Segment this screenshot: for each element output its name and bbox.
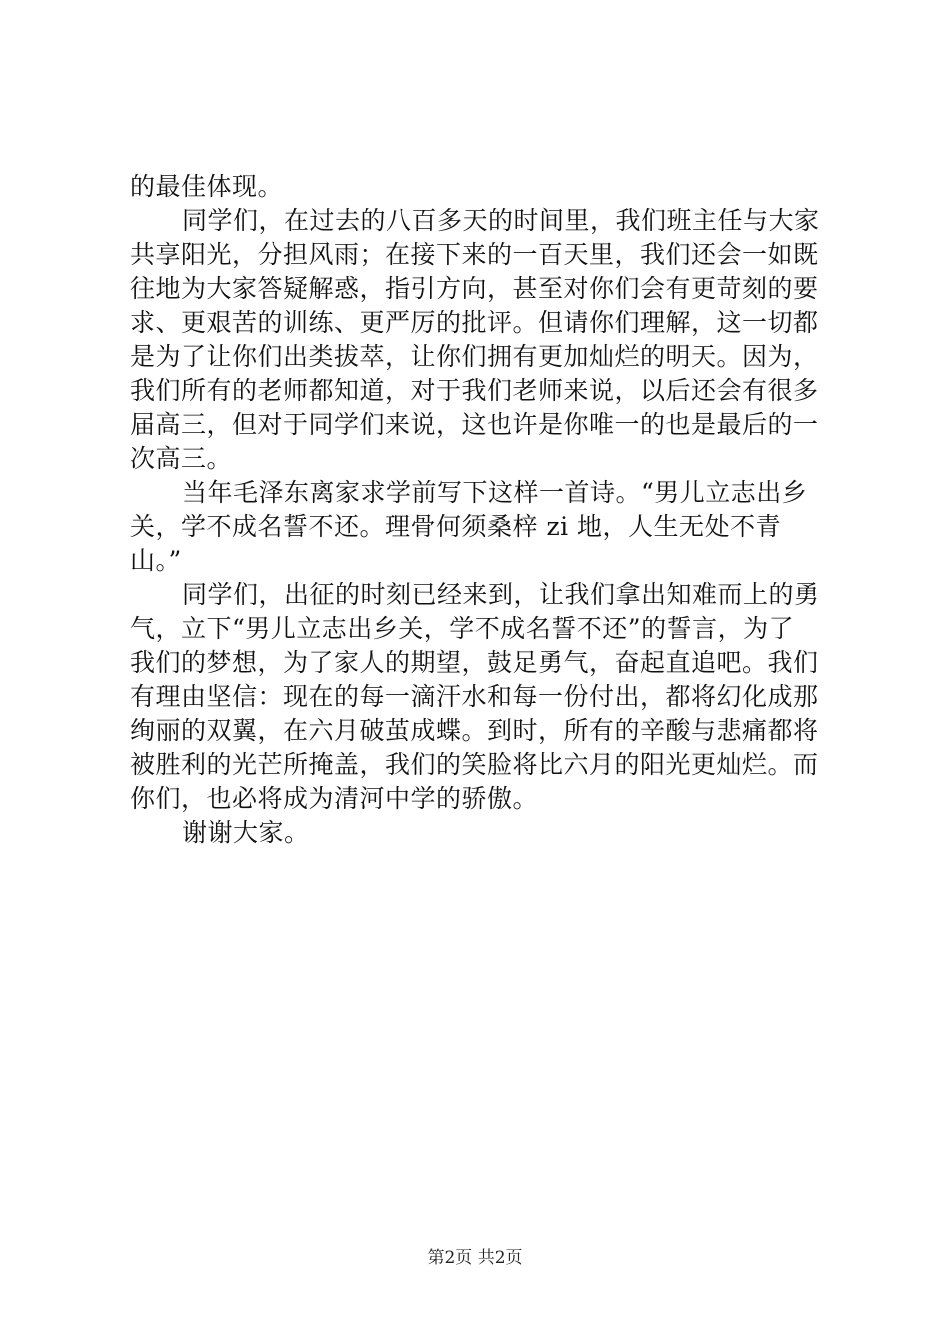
- text-line: 我们所有的老师都知道，对于我们老师来说，以后还会有很多: [130, 376, 819, 405]
- text-line: 我们的梦想，为了家人的期望，鼓足勇气，奋起直追吧。我们: [130, 648, 819, 677]
- text-line: 求、更艰苦的训练、更严厉的批评。但请你们理解，这一切都: [130, 308, 819, 337]
- text-line: 同学们，出征的时刻已经来到，让我们拿出知难而上的勇: [182, 580, 820, 609]
- text-line: 绚丽的双翼，在六月破茧成蝶。到时，所有的辛酸与悲痛都将: [130, 716, 819, 745]
- text-line: 谢谢大家。: [182, 818, 310, 847]
- text-line: 当年毛泽东离家求学前写下这样一首诗。“男儿立志出乡: [182, 478, 808, 507]
- text-line: 次高三。: [130, 444, 233, 473]
- text-line: 有理由坚信：现在的每一滴汗水和每一份付出，都将幻化成那: [130, 682, 819, 711]
- text-line: 关，学不成名誓不还。理骨何须桑梓 zi 地，人生无处不青: [130, 512, 782, 541]
- text-line: 届高三，但对于同学们来说，这也许是你唯一的也是最后的一: [130, 410, 819, 439]
- text-line: 山。”: [130, 546, 182, 575]
- text-line: 你们，也必将成为清河中学的骄傲。: [130, 784, 539, 813]
- text-line: 同学们，在过去的八百多天的时间里，我们班主任与大家: [182, 206, 820, 235]
- text-line: 气，立下“男儿立志出乡关，学不成名誓不还”的誓言，为了: [130, 614, 795, 643]
- text-line: 是为了让你们出类拔萃，让你们拥有更加灿烂的明天。因为，: [130, 342, 819, 371]
- text-line: 往地为大家答疑解惑，指引方向，甚至对你们会有更苛刻的要: [130, 274, 819, 303]
- document-body: [130, 170, 830, 850]
- page-footer: 第2页 共2页: [427, 1248, 523, 1268]
- text-line: 的最佳体现。: [130, 172, 284, 201]
- text-line: 共享阳光，分担风雨；在接下来的一百天里，我们还会一如既: [130, 240, 819, 269]
- text-line: 被胜利的光芒所掩盖，我们的笑脸将比六月的阳光更灿烂。而: [130, 750, 819, 779]
